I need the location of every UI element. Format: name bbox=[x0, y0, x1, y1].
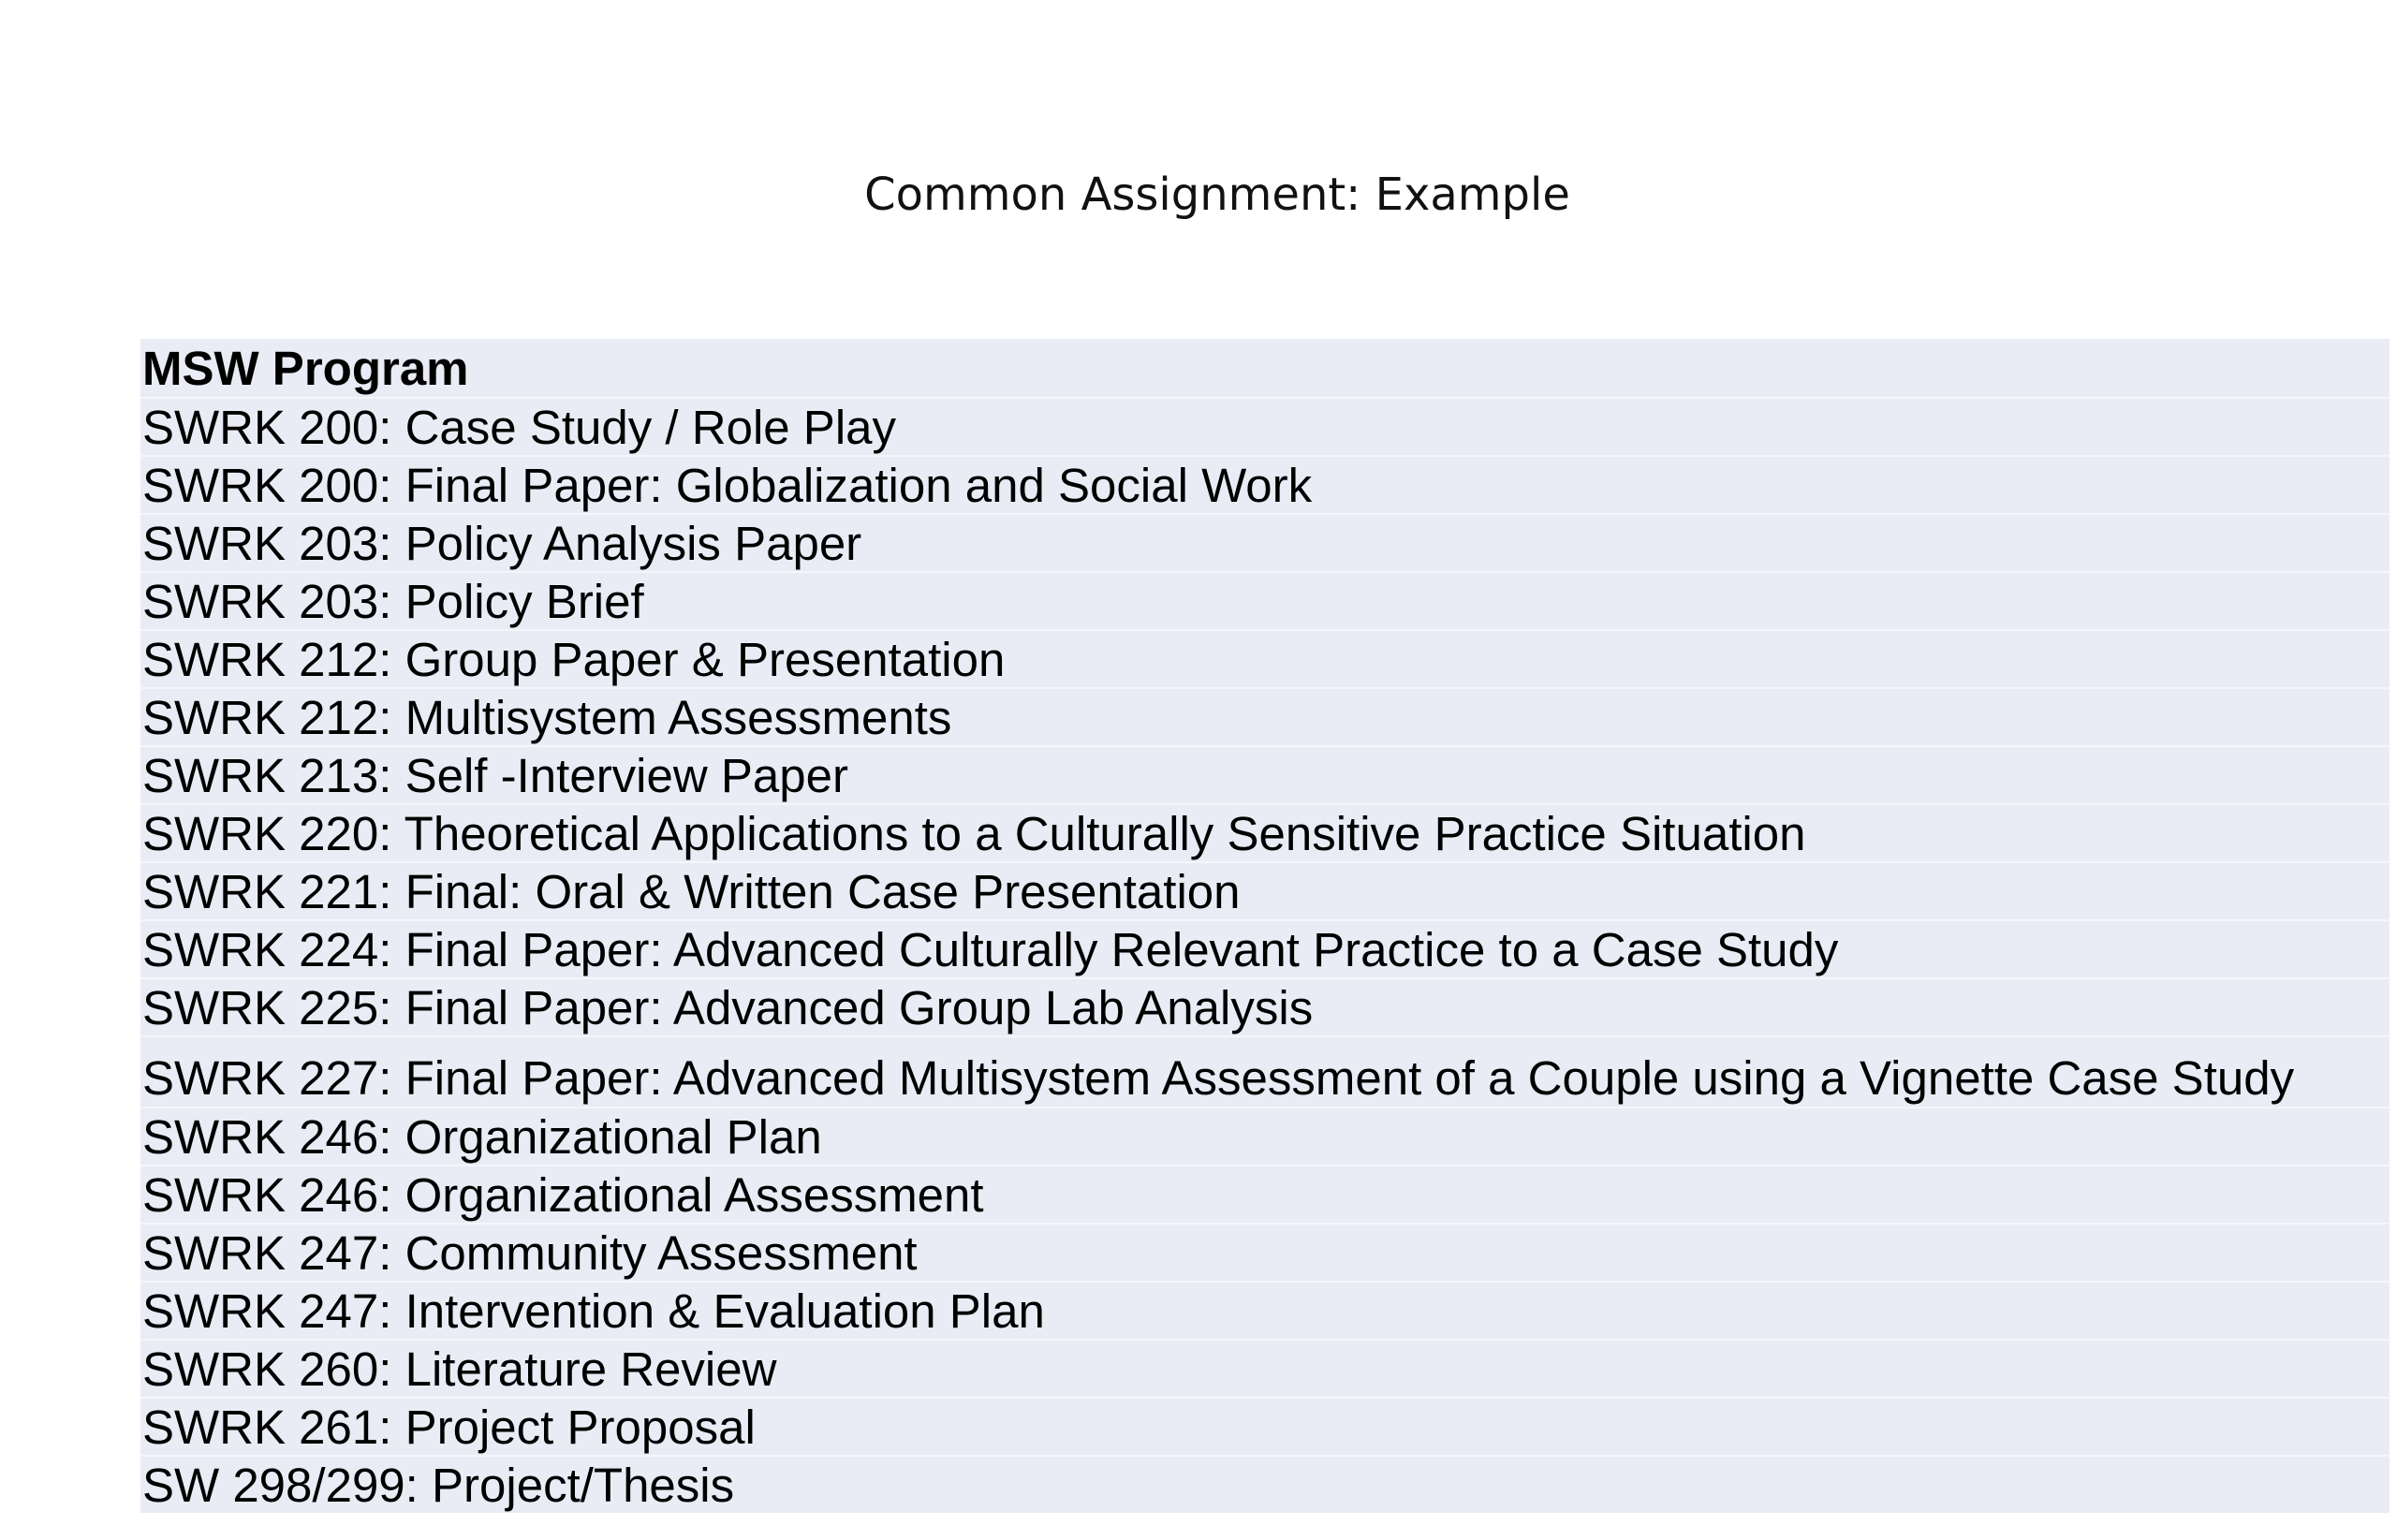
table-row: SWRK 260: Literature Review bbox=[140, 1339, 2390, 1397]
table-row: SWRK 220: Theoretical Applications to a Culturally Sensitive Practice Situation bbox=[140, 803, 2390, 861]
table-row: SWRK 200: Final Paper: Globalization and Social Work bbox=[140, 455, 2390, 513]
table-row: SWRK 203: Policy Brief bbox=[140, 571, 2390, 629]
table-row: SWRK 247: Community Assessment bbox=[140, 1223, 2390, 1281]
table-row: SW 298/299: Project/Thesis bbox=[140, 1455, 2390, 1513]
assignment-table bbox=[140, 339, 2390, 1513]
table-row: SWRK 246: Organizational Assessment bbox=[140, 1165, 2390, 1223]
table-row: SWRK 224: Final Paper: Advanced Culturally Relevant Practice to a Case Study bbox=[140, 919, 2390, 977]
table-row: SWRK 203: Policy Analysis Paper bbox=[140, 513, 2390, 571]
table-row: SWRK 247: Intervention & Evaluation Plan bbox=[140, 1281, 2390, 1339]
table-row: SWRK 212: Group Paper & Presentation bbox=[140, 629, 2390, 687]
table-row: SWRK 261: Project Proposal bbox=[140, 1397, 2390, 1455]
table-row: SWRK 200: Case Study / Role Play bbox=[140, 397, 2390, 455]
table-row: SWRK 227: Final Paper: Advanced Multisystem Assessment of a Couple using a Vignette Case Study bbox=[140, 1035, 2390, 1107]
table-header: MSW Program bbox=[142, 342, 469, 395]
slide-title: Common Assignment: Example bbox=[864, 169, 1570, 221]
table-row: SWRK 246: Organizational Plan bbox=[140, 1107, 2390, 1165]
table-row: SWRK 213: Self -Interview Paper bbox=[140, 745, 2390, 803]
table-row: SWRK 225: Final Paper: Advanced Group Lab Analysis bbox=[140, 977, 2390, 1035]
table-row: SWRK 212: Multisystem Assessments bbox=[140, 687, 2390, 745]
table-row: SWRK 221: Final: Oral & Written Case Presentation bbox=[140, 861, 2390, 919]
